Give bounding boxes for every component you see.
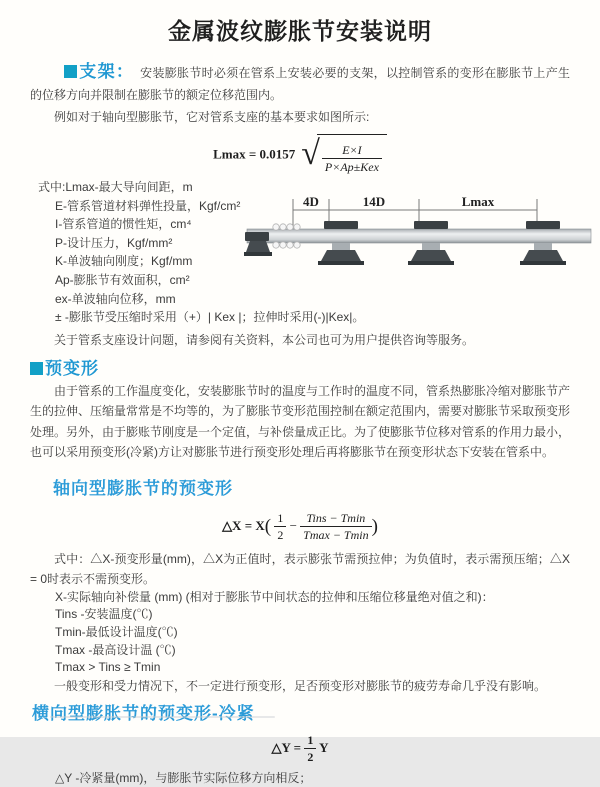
sqrt-symbol: √: [301, 134, 320, 172]
page-title: 金属波纹膨胀节安装说明: [168, 18, 432, 44]
cutoff-text-artifact: [50, 716, 275, 718]
formula3-numerator: 1: [304, 733, 316, 749]
lateral-predeform-formula: [30, 733, 570, 763]
pipe: [247, 229, 591, 243]
half-denominator: 2: [277, 528, 284, 543]
minus-sign: −: [289, 517, 297, 533]
formula3-denominator: 2: [307, 750, 314, 765]
formula3-rhs: Y: [319, 739, 329, 755]
predeform-section-label: 预变形: [45, 358, 99, 378]
support-paragraph: [30, 61, 570, 106]
definition-item: K-单波轴向刚度；Kgf/mm: [55, 254, 193, 269]
definition-item: Ap-膨胀节有效面积，cm²: [55, 272, 190, 287]
formula2-lhs: △X = X: [222, 517, 265, 533]
variable-item: Tmax > Tins ≥ Tmin: [55, 660, 161, 675]
section-square-icon: [64, 65, 77, 78]
formula2-denominator: Tmax − Tmin: [303, 528, 369, 543]
left-paren: (: [264, 515, 272, 537]
anchor-support: [244, 232, 272, 256]
dim-label-lmax: Lmax: [461, 194, 495, 209]
dim-label-4d: 4D: [303, 194, 319, 209]
pipe-support-diagram: [243, 190, 595, 290]
half-numerator: 1: [274, 511, 286, 527]
formula1-numerator: E×I: [322, 143, 382, 159]
one-half-fraction: [274, 511, 286, 542]
predeform-section-header: [30, 358, 570, 381]
right-paren: ): [371, 515, 378, 537]
formula1-denominator: P×Ap±Kex: [324, 159, 379, 174]
guide-spacing-formula: [30, 134, 570, 174]
formula1-lhs: Lmax = 0.0157: [213, 146, 296, 162]
axial-variable-list: [30, 589, 570, 677]
predeform-body-paragraph: 由于管系的工作温度变化，安装膨胀节时的温度与工作时的温度不同，管系热膨胀冷缩对膨胀节产生的拉伸、压缩量常常是不均等的，为了膨胀节变形范围控制在额定范围内，需要对膨胀节采取预变形处理。另外，由于膨账节刚度是一个定值，与补偿量成正比。为了使膨胀节位移对管系的作用力最小，也可以采用预变形(冷紧)方让对膨胀节进行预变形处理后再将膨胀节在预变形状态下安装在管系中。: [30, 383, 571, 460]
definition-item: 式中:Lmax-最大导向间距，m: [38, 180, 193, 194]
definition-item: P-设计压力，Kgf/mm²: [55, 235, 173, 250]
variable-item: Tmin-最低设计温度(℃): [55, 624, 178, 639]
axial-predeform-formula: [30, 507, 570, 545]
definition-item: I-管系管道的惯性矩，cm⁴: [55, 217, 192, 232]
variable-item: Tins -安装温度(℃): [55, 607, 153, 622]
formula3-lhs: △Y =: [271, 739, 302, 755]
dim-label-14d: 14D: [362, 194, 386, 209]
axial-predeform-heading: 轴向型膨胀节的预变形: [53, 478, 233, 498]
one-half-fraction: [304, 733, 316, 764]
definition-item: E-管系管道材料弹性投量，Kgf/cm²: [55, 198, 241, 213]
support-example-line: 例如对于轴向型膨胀节，它对管系支座的基本要求如图所示:: [54, 110, 370, 124]
lateral-predeform-heading: 横向型膨胀节的预变形-冷紧: [32, 703, 255, 723]
support-section-header: [64, 62, 140, 81]
formula2-numerator: Tins − Tmin: [300, 511, 371, 527]
variable-item: Tmax -最高设计温 (℃): [55, 642, 176, 657]
section-square-icon: [30, 362, 43, 375]
support-section-label: 支架：: [79, 62, 135, 81]
lateral-note-line: △Y -冷紧量(mm)，与膨胀节实际位移方向相反；: [55, 770, 312, 785]
axial-note-line: 一般变形和受力情况下，不一定进行预变形，足否预变形对膨胀节的疲劳寿命几乎没有影响。: [54, 678, 547, 693]
formula1-radicand: [317, 134, 387, 177]
definition-item: ± -膨胀节受压缩时采用（+）| Kex |；拉伸时采用(-)|Kex|。: [55, 310, 365, 325]
definition-item: ex-单波轴向位移，mm: [55, 291, 176, 306]
support-note-line: 关于管系支座设计问题，请参阅有关资料，本公司也可为用户提供咨询等服务。: [54, 332, 475, 347]
variable-item: X-实际轴向补偿量 (mm) (相对于膨胀节中间状态的拉伸和压缩位移量绝对值之和)：: [55, 589, 494, 604]
temperature-fraction: [300, 511, 371, 542]
axial-explain-paragraph: 式中：△X-预变形量(mm)，△X为正值时，表示膨张节需预拉伸；为负值时，表示需预压缩；△X = 0时表示不需预变形。: [30, 551, 570, 586]
support-intro-text: 安装膨胀节时必须在管系上安装必要的支架，以控制管系的变形在膨胀节上产生的位移方向并限制在膨胀节的额定位移范围内。: [30, 66, 570, 102]
